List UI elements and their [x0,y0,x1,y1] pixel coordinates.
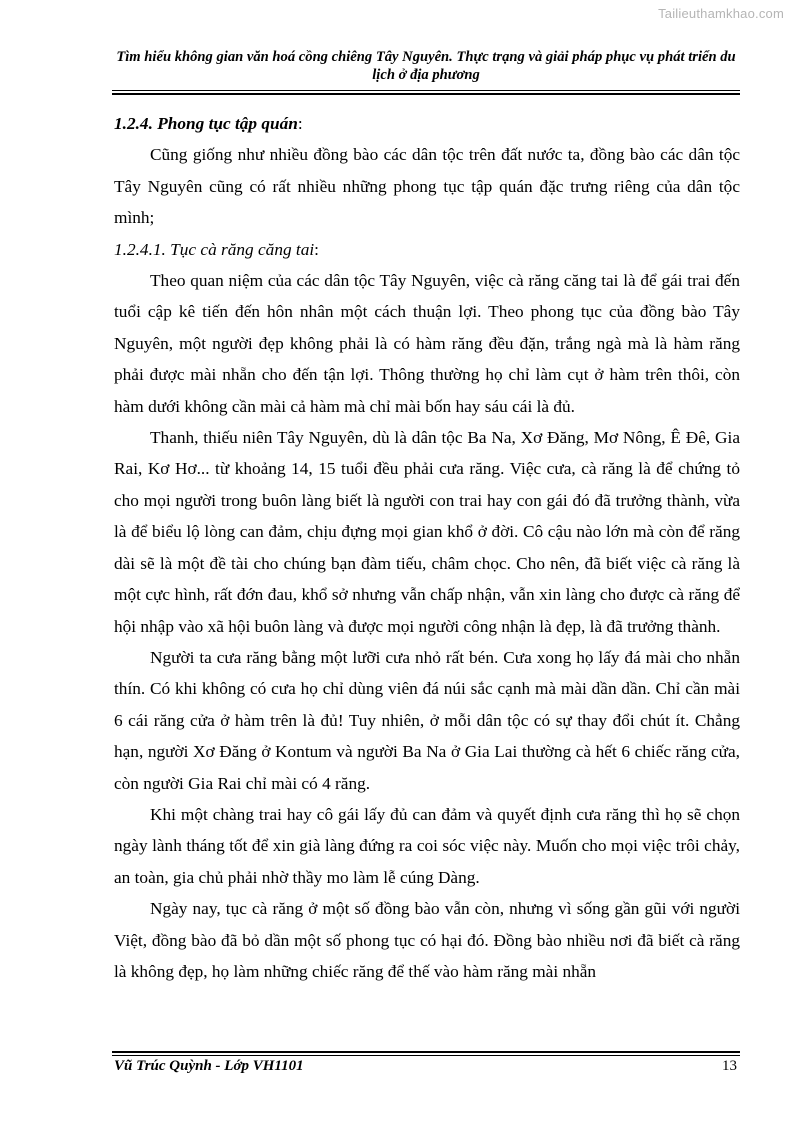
subsection-heading-colon: : [314,239,319,259]
body-paragraph-1: Theo quan niệm của các dân tộc Tây Nguyên, việc cà răng căng tai là để gái trai đến tuổi cập kê tiến đến hôn nhân một cách thuận lợi. Theo phong tục của đồng bào Tây Nguyên, một người đẹp không phải là có hàm răng đều đặn, trắng ngà mà là hàm răng phải được mài nhẵn cho đến tận lợi. Thông thường họ chỉ làm cụt ở hàm trên thôi, còn hàm dưới không cần mài cả hàm mà chỉ mài bốn hay sáu cái là đủ. [114,271,740,416]
subsection-heading [114,234,740,265]
body-paragraph-3: Người ta cưa răng bằng một lưỡi cưa nhỏ rất bén. Cưa xong họ lấy đá mài cho nhẵn thín. Có khi không có cưa họ chỉ dùng viên đá núi sắc cạnh mà mài dần dần. Chỉ cần mài 6 cái răng cửa ở hàm trên là đủ! Tuy nhiên, ở mỗi dân tộc có sự thay đổi chút ít. Chẳng hạn, người Xơ Đăng ở Kontum và người Ba Na ở Gia Lai thường cà hết 6 chiếc răng cửa, còn người Gia Rai chỉ mài có 4 răng. [114,647,740,793]
page-body [114,108,740,987]
section-heading [114,108,740,139]
body-paragraph-5: Ngày nay, tục cà răng ở một số đồng bào vẫn còn, nhưng vì sống gần gũi với người Việt, đồng bào đã bỏ dần một số phong tục có hại đó. Đồng bào nhiều nơi đã biết cà răng là không đẹp, họ làm những chiếc răng để thế vào hàm răng mài nhẵn [114,899,740,981]
body-paragraph-4: Khi một chàng trai hay cô gái lấy đủ can đảm và quyết định cưa răng thì họ sẽ chọn ngày lành tháng tốt để xin già làng đứng ra coi sóc việc này. Muốn cho mọi việc trôi chảy, an toàn, gia chủ phải nhờ thầy mo làm lễ cúng Dàng. [114,804,740,887]
footer-rule [112,1055,740,1056]
intro-paragraph: Cũng giống như nhiều đồng bào các dân tộc trên đất nước ta, đồng bào các dân tộc Tây Nguyên cũng có rất nhiều những phong tục tập quán đặc trưng riêng của dân tộc mình; [114,145,740,228]
footer-author: Vũ Trúc Quỳnh - Lớp VH1101 [114,1058,304,1074]
header-rule [112,90,740,91]
page-number: 13 [722,1058,737,1074]
subsection-heading-text: 1.2.4.1. Tục cà răng căng tai [114,239,315,259]
footer-rule-double [112,1051,740,1053]
watermark: Tailieuthamkhao.com [658,6,784,21]
section-heading-colon: : [297,114,303,133]
header-rule-double [112,93,740,95]
running-header: Tìm hiểu không gian văn hoá cồng chiêng Tây Nguyên. Thực trạng và giải pháp phục vụ phát triển du lịch ở địa phương [116,49,736,83]
section-heading-text: 1.2.4. Phong tục tập quán [114,114,298,133]
body-paragraph-2: Thanh, thiếu niên Tây Nguyên, dù là dân tộc Ba Na, Xơ Đăng, Mơ Nông, Ê Đê, Gia Rai, Kơ Hơ... từ khoảng 14, 15 tuổi đều phải cưa răng. Việc cưa, cà răng là để chứng tỏ cho mọi người trong buôn làng biết là người con trai hay con gái đó đã trưởng thành, vừa là để biểu lộ lòng can đảm, chịu đựng mọi gian khổ ở đời. Cô cậu nào lớn mà còn để răng dài sẽ là một đề tài cho chúng bạn đàm tiếu, châm chọc. Cho nên, đã biết việc cà răng là một cực hình, rất đớn đau, khổ sở nhưng vẫn chấp nhận, vẫn xin làng cho được cà răng để hội nhập vào xã hội buôn làng và được mọi người công nhận là đẹp, là đã trưởng thành. [114,428,740,636]
